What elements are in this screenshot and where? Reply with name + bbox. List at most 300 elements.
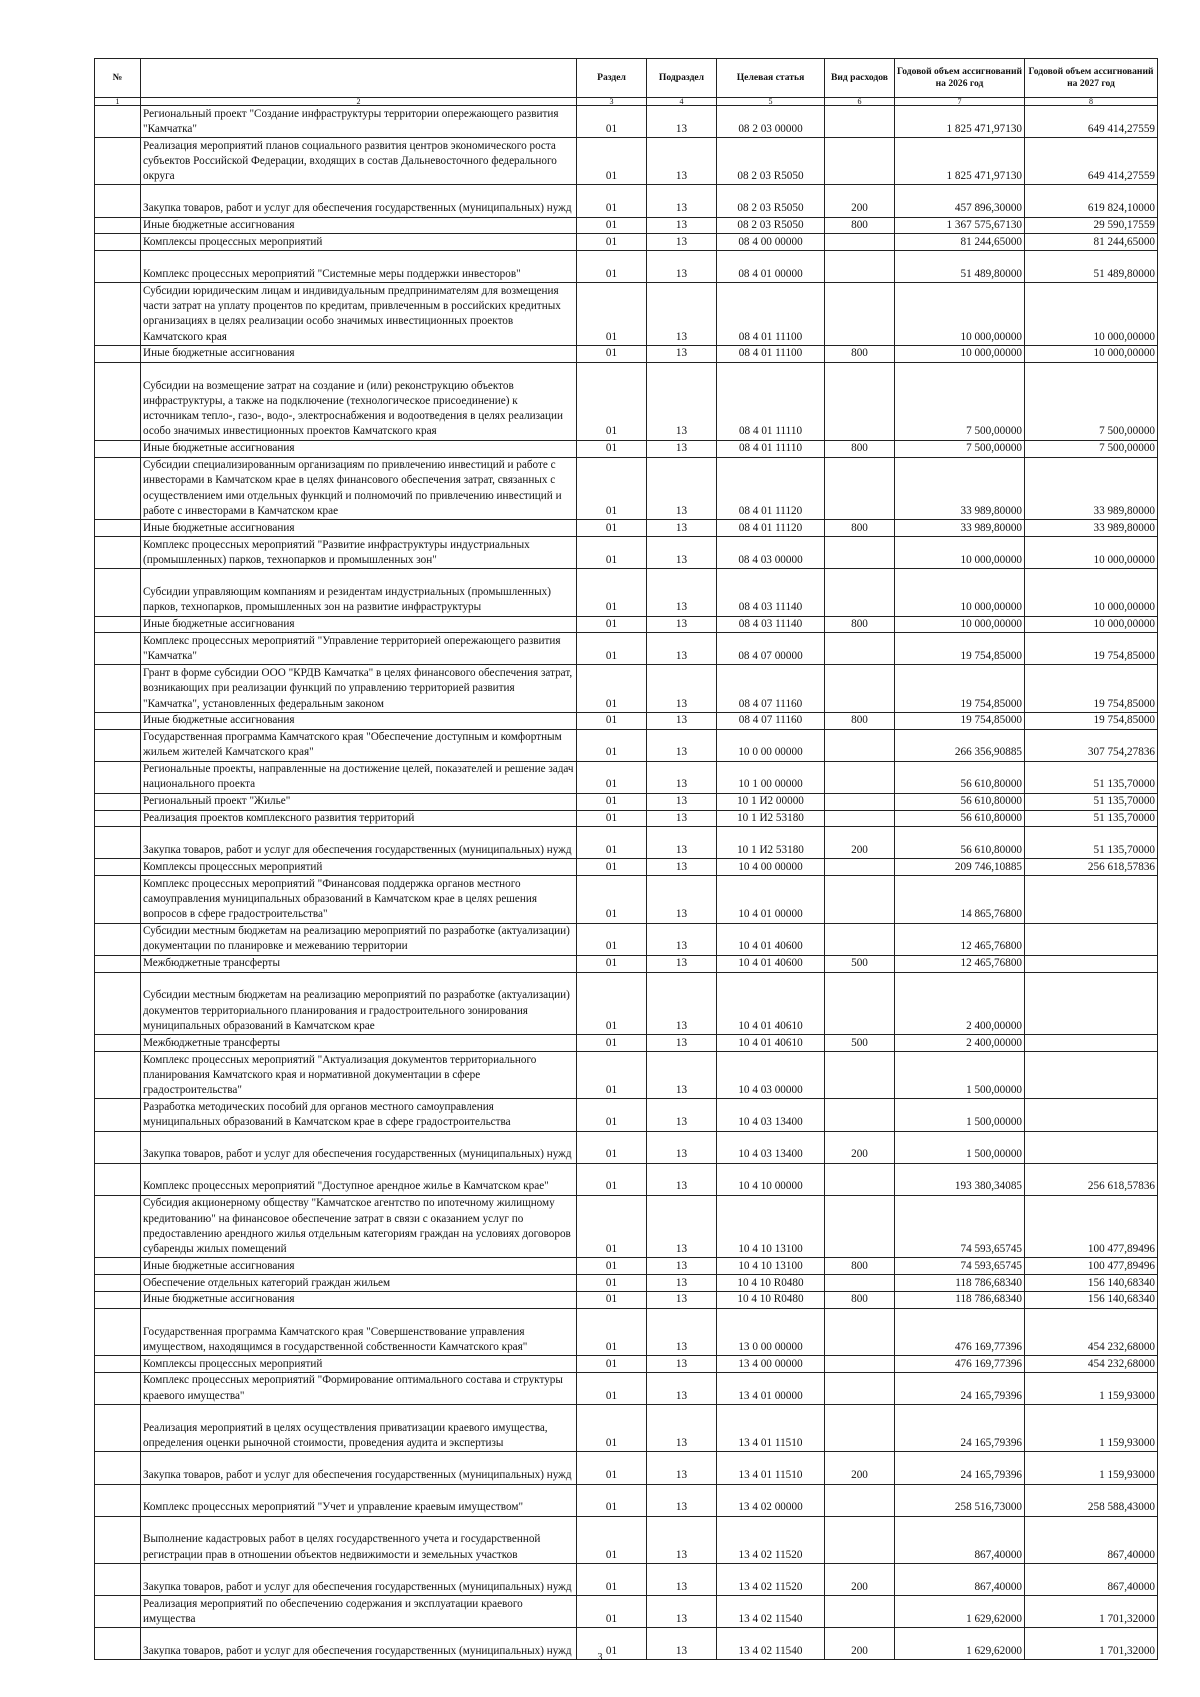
cell-num [95, 1405, 141, 1452]
cell-target: 08 2 03 R5050 [717, 217, 825, 234]
cell-podrazdel: 13 [647, 1131, 717, 1163]
cell-podrazdel: 13 [647, 1356, 717, 1373]
cell-num [95, 1596, 141, 1628]
cell-razdel: 01 [577, 955, 647, 972]
cell-name: Иные бюджетные ассигнования [141, 520, 577, 537]
cell-num [95, 665, 141, 712]
cell-name: Разработка методических пособий для органов местного самоуправления муниципальных образований в Камчатском крае в сфере градостроительства [141, 1099, 577, 1131]
cell-amount-2027: 307 754,27836 [1025, 729, 1158, 761]
cell-amount-2026: 81 244,65000 [895, 234, 1025, 251]
cell-amount-2027: 10 000,00000 [1025, 537, 1158, 569]
cell-name: Закупка товаров, работ и услуг для обеспечения государственных (муниципальных) нужд [141, 827, 577, 859]
cell-name: Комплексы процессных мероприятий [141, 1356, 577, 1373]
cell-podrazdel: 13 [647, 457, 717, 520]
cell-num [95, 810, 141, 827]
table-row [95, 633, 1158, 665]
cell-amount-2026: 476 169,77396 [895, 1356, 1025, 1373]
header-y2026: Годовой объем ассигнований на 2026 год [895, 59, 1025, 98]
cell-amount-2026: 1 500,00000 [895, 1052, 1025, 1099]
cell-num [95, 793, 141, 810]
cell-amount-2026: 19 754,85000 [895, 665, 1025, 712]
cell-name: Комплекс процессных мероприятий "Учет и управление краевым имуществом" [141, 1484, 577, 1516]
cell-vid: 800 [825, 1291, 895, 1308]
cell-num [95, 1035, 141, 1052]
cell-num [95, 616, 141, 633]
cell-target: 08 4 01 11100 [717, 283, 825, 346]
cell-podrazdel: 13 [647, 283, 717, 346]
cell-razdel: 01 [577, 810, 647, 827]
cell-razdel: 01 [577, 1052, 647, 1099]
cell-amount-2026: 56 610,80000 [895, 793, 1025, 810]
cell-razdel: 01 [577, 665, 647, 712]
cell-amount-2027: 156 140,68340 [1025, 1291, 1158, 1308]
cell-amount-2027: 10 000,00000 [1025, 283, 1158, 346]
table-row [95, 859, 1158, 876]
cell-amount-2027: 19 754,85000 [1025, 712, 1158, 729]
cell-target: 13 4 02 11540 [717, 1628, 825, 1660]
cell-name: Иные бюджетные ассигнования [141, 217, 577, 234]
cell-num [95, 1484, 141, 1516]
cell-razdel: 01 [577, 283, 647, 346]
cell-num [95, 972, 141, 1035]
cell-amount-2027: 33 989,80000 [1025, 457, 1158, 520]
cell-podrazdel: 13 [647, 1195, 717, 1258]
cell-num [95, 345, 141, 362]
cell-name: Комплекс процессных мероприятий "Формирование оптимального состава и структуры краевого имущества" [141, 1372, 577, 1404]
cell-target: 10 4 00 00000 [717, 859, 825, 876]
table-row [95, 793, 1158, 810]
cell-target: 10 4 10 13100 [717, 1258, 825, 1275]
cell-name: Иные бюджетные ассигнования [141, 1291, 577, 1308]
cell-amount-2026: 12 465,76800 [895, 955, 1025, 972]
table-row [95, 1372, 1158, 1404]
cell-razdel: 01 [577, 923, 647, 955]
cell-name: Комплекс процессных мероприятий "Доступное арендное жилье в Камчатском крае" [141, 1163, 577, 1195]
cell-podrazdel: 13 [647, 876, 717, 923]
cell-vid: 200 [825, 1628, 895, 1660]
cell-name: Межбюджетные трансферты [141, 1035, 577, 1052]
cell-razdel: 01 [577, 793, 647, 810]
table-row [95, 217, 1158, 234]
cell-vid [825, 138, 895, 185]
table-row [95, 955, 1158, 972]
table-row [95, 520, 1158, 537]
cell-target: 08 4 01 11100 [717, 345, 825, 362]
header-target: Целевая статья [717, 59, 825, 98]
cell-target: 13 0 00 00000 [717, 1308, 825, 1355]
cell-amount-2026: 7 500,00000 [895, 362, 1025, 440]
cell-vid: 800 [825, 1258, 895, 1275]
cell-amount-2027: 100 477,89496 [1025, 1195, 1158, 1258]
cell-name: Государственная программа Камчатского края "Обеспечение доступным и комфортным жильем жителей Камчатского края" [141, 729, 577, 761]
cell-target: 10 4 01 40610 [717, 972, 825, 1035]
cell-amount-2026: 476 169,77396 [895, 1308, 1025, 1355]
cell-razdel: 01 [577, 972, 647, 1035]
cell-name: Комплекс процессных мероприятий "Развитие инфраструктуры индустриальных (промышленных) парков, технопарков и промышленных зон" [141, 537, 577, 569]
cell-amount-2026: 7 500,00000 [895, 440, 1025, 457]
cell-num [95, 1099, 141, 1131]
cell-podrazdel: 13 [647, 761, 717, 793]
cell-name: Субсидии управляющим компаниям и резидентам индустриальных (промышленных) парков, технопарков, промышленных зон на развитие инфраструктуры [141, 569, 577, 616]
header-vid: Вид расходов [825, 59, 895, 98]
cell-name: Закупка товаров, работ и услуг для обеспечения государственных (муниципальных) нужд [141, 1131, 577, 1163]
cell-name: Грант в форме субсидии ООО "КРДВ Камчатка" в целях финансового обеспечения затрат, возникающих при реализации функций по управлению территорией развития "Камчатка", установленных федеральным законом [141, 665, 577, 712]
cell-amount-2026: 12 465,76800 [895, 923, 1025, 955]
cell-name: Субсидии местным бюджетам на реализацию мероприятий по разработке (актуализации) документации по планировке и межеванию территории [141, 923, 577, 955]
cell-name: Иные бюджетные ассигнования [141, 440, 577, 457]
cell-target: 10 4 03 13400 [717, 1131, 825, 1163]
col-number: 6 [825, 98, 895, 106]
cell-target: 08 4 01 11110 [717, 362, 825, 440]
cell-name: Региональный проект "Создание инфраструктуры территории опережающего развития "Камчатка" [141, 106, 577, 138]
header-num: № [95, 59, 141, 98]
cell-num [95, 1195, 141, 1258]
cell-amount-2027: 256 618,57836 [1025, 1163, 1158, 1195]
cell-amount-2027: 256 618,57836 [1025, 859, 1158, 876]
table-row [95, 569, 1158, 616]
cell-amount-2026: 867,40000 [895, 1564, 1025, 1596]
cell-amount-2026: 14 865,76800 [895, 876, 1025, 923]
cell-target: 10 1 И2 00000 [717, 793, 825, 810]
cell-amount-2027: 51 489,80000 [1025, 251, 1158, 283]
cell-num [95, 251, 141, 283]
table-row [95, 106, 1158, 138]
cell-amount-2027: 867,40000 [1025, 1564, 1158, 1596]
cell-razdel: 01 [577, 712, 647, 729]
col-number: 8 [1025, 98, 1158, 106]
cell-amount-2027: 29 590,17559 [1025, 217, 1158, 234]
cell-vid [825, 1099, 895, 1131]
cell-podrazdel: 13 [647, 1452, 717, 1484]
cell-num [95, 234, 141, 251]
budget-table [94, 58, 1158, 1660]
cell-razdel: 01 [577, 569, 647, 616]
table-row [95, 1163, 1158, 1195]
table-row [95, 1291, 1158, 1308]
cell-vid [825, 1275, 895, 1292]
cell-vid: 200 [825, 827, 895, 859]
cell-amount-2027: 19 754,85000 [1025, 665, 1158, 712]
cell-razdel: 01 [577, 234, 647, 251]
cell-amount-2027: 1 701,32000 [1025, 1628, 1158, 1660]
cell-amount-2027: 619 824,10000 [1025, 185, 1158, 217]
cell-vid: 800 [825, 217, 895, 234]
cell-vid [825, 793, 895, 810]
cell-amount-2026: 51 489,80000 [895, 251, 1025, 283]
header-y2027: Годовой объем ассигнований на 2027 год [1025, 59, 1158, 98]
cell-podrazdel: 13 [647, 1628, 717, 1660]
cell-name: Региональный проект "Жилье" [141, 793, 577, 810]
cell-target: 08 4 01 00000 [717, 251, 825, 283]
cell-amount-2027: 454 232,68000 [1025, 1356, 1158, 1373]
cell-amount-2026: 193 380,34085 [895, 1163, 1025, 1195]
cell-podrazdel: 13 [647, 1099, 717, 1131]
cell-vid [825, 1405, 895, 1452]
cell-amount-2026: 1 367 575,67130 [895, 217, 1025, 234]
cell-num [95, 955, 141, 972]
cell-podrazdel: 13 [647, 616, 717, 633]
cell-razdel: 01 [577, 1308, 647, 1355]
cell-num [95, 1564, 141, 1596]
cell-podrazdel: 13 [647, 1275, 717, 1292]
cell-amount-2027: 7 500,00000 [1025, 362, 1158, 440]
cell-vid [825, 1195, 895, 1258]
cell-name: Реализация мероприятий в целях осуществления приватизации краевого имущества, определения оценки рыночной стоимости, проведения аудита и экспертизы [141, 1405, 577, 1452]
cell-name: Иные бюджетные ассигнования [141, 345, 577, 362]
cell-name: Выполнение кадастровых работ в целях государственного учета и государственной регистрации прав в отношении объектов недвижимости и земельных участков [141, 1516, 577, 1563]
cell-razdel: 01 [577, 1258, 647, 1275]
cell-vid [825, 283, 895, 346]
table-row [95, 1356, 1158, 1373]
table-row [95, 761, 1158, 793]
cell-target: 13 4 01 00000 [717, 1372, 825, 1404]
cell-target: 10 1 И2 53180 [717, 810, 825, 827]
cell-razdel: 01 [577, 362, 647, 440]
cell-num [95, 106, 141, 138]
cell-amount-2026: 74 593,65745 [895, 1258, 1025, 1275]
cell-num [95, 1516, 141, 1563]
cell-amount-2027: 81 244,65000 [1025, 234, 1158, 251]
cell-vid [825, 876, 895, 923]
cell-target: 08 2 03 00000 [717, 106, 825, 138]
cell-target: 08 4 07 11160 [717, 665, 825, 712]
cell-amount-2026: 209 746,10885 [895, 859, 1025, 876]
cell-amount-2026: 24 165,79396 [895, 1452, 1025, 1484]
cell-razdel: 01 [577, 1291, 647, 1308]
cell-razdel: 01 [577, 1452, 647, 1484]
cell-amount-2026: 33 989,80000 [895, 520, 1025, 537]
cell-podrazdel: 13 [647, 1516, 717, 1563]
cell-amount-2027: 454 232,68000 [1025, 1308, 1158, 1355]
cell-vid [825, 1308, 895, 1355]
col-number: 1 [95, 98, 141, 106]
table-row [95, 729, 1158, 761]
cell-num [95, 633, 141, 665]
cell-razdel: 01 [577, 138, 647, 185]
table-row [95, 1131, 1158, 1163]
cell-name: Закупка товаров, работ и услуг для обеспечения государственных (муниципальных) нужд [141, 1452, 577, 1484]
cell-vid [825, 810, 895, 827]
cell-name: Государственная программа Камчатского края "Совершенствование управления имуществом, находящимся в государственной собственности Камчатского края" [141, 1308, 577, 1355]
table-row [95, 1052, 1158, 1099]
cell-razdel: 01 [577, 859, 647, 876]
cell-target: 13 4 01 11510 [717, 1405, 825, 1452]
cell-vid [825, 1596, 895, 1628]
cell-razdel: 01 [577, 1628, 647, 1660]
cell-vid: 800 [825, 520, 895, 537]
cell-razdel: 01 [577, 1564, 647, 1596]
cell-podrazdel: 13 [647, 1405, 717, 1452]
cell-name: Субсидия акционерному обществу "Камчатское агентство по ипотечному жилищному кредитованию" на финансовое обеспечение затрат в связи с оказанием услуг по предоставлению арендного жилья отдельным категориям граждан на условиях договоров субаренды жилых помещений [141, 1195, 577, 1258]
cell-amount-2026: 10 000,00000 [895, 537, 1025, 569]
cell-vid: 800 [825, 712, 895, 729]
col-number: 5 [717, 98, 825, 106]
table-row [95, 185, 1158, 217]
cell-name: Субсидии местным бюджетам на реализацию мероприятий по разработке (актуализации) документов территориального планирования и градостроительного зонирования муниципальных образований в Камчатском крае [141, 972, 577, 1035]
cell-amount-2027 [1025, 876, 1158, 923]
cell-name: Субсидии специализированным организациям по привлечению инвестиций и работе с инвесторами в Камчатском крае в целях финансового обеспечения затрат, связанных с осуществлением ими отдельных функций и полномочий по привлечению инвестиций и работе с инвесторами в Камчатском крае [141, 457, 577, 520]
cell-podrazdel: 13 [647, 1564, 717, 1596]
cell-target: 08 2 03 R5050 [717, 138, 825, 185]
cell-name: Реализация мероприятий планов социального развития центров экономического роста субъектов Российской Федерации, входящих в состав Дальневосточного федерального округа [141, 138, 577, 185]
cell-razdel: 01 [577, 827, 647, 859]
cell-num [95, 283, 141, 346]
cell-target: 08 4 03 11140 [717, 569, 825, 616]
table-row [95, 665, 1158, 712]
cell-amount-2026: 33 989,80000 [895, 457, 1025, 520]
table-row [95, 1258, 1158, 1275]
cell-num [95, 827, 141, 859]
cell-num [95, 537, 141, 569]
cell-vid [825, 1516, 895, 1563]
cell-amount-2026: 258 516,73000 [895, 1484, 1025, 1516]
header-row [95, 59, 1158, 98]
cell-target: 13 4 02 11520 [717, 1516, 825, 1563]
header-razdel: Раздел [577, 59, 647, 98]
cell-amount-2027: 10 000,00000 [1025, 345, 1158, 362]
cell-num [95, 859, 141, 876]
cell-podrazdel: 13 [647, 1596, 717, 1628]
cell-podrazdel: 13 [647, 712, 717, 729]
cell-target: 08 4 03 11140 [717, 616, 825, 633]
cell-amount-2027 [1025, 972, 1158, 1035]
cell-target: 10 4 01 40600 [717, 955, 825, 972]
cell-razdel: 01 [577, 729, 647, 761]
cell-amount-2027 [1025, 1035, 1158, 1052]
cell-num [95, 712, 141, 729]
cell-vid [825, 1163, 895, 1195]
cell-name: Закупка товаров, работ и услуг для обеспечения государственных (муниципальных) нужд [141, 1628, 577, 1660]
cell-vid [825, 633, 895, 665]
cell-amount-2027: 10 000,00000 [1025, 616, 1158, 633]
cell-amount-2026: 457 896,30000 [895, 185, 1025, 217]
cell-podrazdel: 13 [647, 1484, 717, 1516]
cell-podrazdel: 13 [647, 251, 717, 283]
cell-podrazdel: 13 [647, 217, 717, 234]
cell-num [95, 520, 141, 537]
cell-amount-2026: 2 400,00000 [895, 972, 1025, 1035]
cell-podrazdel: 13 [647, 827, 717, 859]
cell-vid [825, 569, 895, 616]
cell-podrazdel: 13 [647, 1291, 717, 1308]
cell-target: 13 4 01 11510 [717, 1452, 825, 1484]
col-number: 2 [141, 98, 577, 106]
cell-razdel: 01 [577, 457, 647, 520]
cell-name: Региональные проекты, направленные на достижение целей, показателей и решение задач национального проекта [141, 761, 577, 793]
cell-amount-2027: 1 159,93000 [1025, 1372, 1158, 1404]
cell-target: 10 4 01 00000 [717, 876, 825, 923]
table-row [95, 923, 1158, 955]
cell-name: Обеспечение отдельных категорий граждан жильем [141, 1275, 577, 1292]
cell-name: Реализация проектов комплексного развития территорий [141, 810, 577, 827]
cell-amount-2026: 24 165,79396 [895, 1372, 1025, 1404]
cell-target: 10 1 00 00000 [717, 761, 825, 793]
cell-amount-2027 [1025, 1099, 1158, 1131]
cell-target: 10 4 03 00000 [717, 1052, 825, 1099]
table-row [95, 810, 1158, 827]
cell-razdel: 01 [577, 185, 647, 217]
cell-podrazdel: 13 [647, 923, 717, 955]
cell-name: Иные бюджетные ассигнования [141, 616, 577, 633]
cell-razdel: 01 [577, 345, 647, 362]
cell-amount-2026: 10 000,00000 [895, 569, 1025, 616]
cell-vid: 200 [825, 1131, 895, 1163]
cell-vid [825, 251, 895, 283]
cell-target: 10 4 10 R0480 [717, 1275, 825, 1292]
header-podrazdel: Подраздел [647, 59, 717, 98]
cell-razdel: 01 [577, 1195, 647, 1258]
cell-podrazdel: 13 [647, 106, 717, 138]
table-row [95, 1275, 1158, 1292]
cell-podrazdel: 13 [647, 520, 717, 537]
cell-num [95, 1131, 141, 1163]
cell-amount-2027 [1025, 955, 1158, 972]
cell-target: 10 4 10 R0480 [717, 1291, 825, 1308]
cell-amount-2027: 156 140,68340 [1025, 1275, 1158, 1292]
table-row [95, 1405, 1158, 1452]
cell-target: 08 4 01 11110 [717, 440, 825, 457]
cell-amount-2026: 19 754,85000 [895, 712, 1025, 729]
cell-amount-2027: 19 754,85000 [1025, 633, 1158, 665]
cell-amount-2026: 1 629,62000 [895, 1596, 1025, 1628]
cell-num [95, 217, 141, 234]
cell-target: 08 4 03 00000 [717, 537, 825, 569]
cell-num [95, 923, 141, 955]
cell-num [95, 1163, 141, 1195]
cell-amount-2027: 1 701,32000 [1025, 1596, 1158, 1628]
table-row [95, 283, 1158, 346]
cell-podrazdel: 13 [647, 859, 717, 876]
cell-podrazdel: 13 [647, 345, 717, 362]
cell-amount-2027: 33 989,80000 [1025, 520, 1158, 537]
table-row [95, 440, 1158, 457]
cell-razdel: 01 [577, 1405, 647, 1452]
cell-num [95, 1452, 141, 1484]
cell-target: 10 4 01 40600 [717, 923, 825, 955]
cell-name: Субсидии на возмещение затрат на создание и (или) реконструкцию объектов инфраструктуры, а также на подключение (технологическое присоединение) к источникам тепло-, газо-, водо-, электроснабжения и водоотведения в целях реализации особо значимых инвестиционных проектов Камчатского края [141, 362, 577, 440]
cell-target: 10 4 10 00000 [717, 1163, 825, 1195]
table-row [95, 616, 1158, 633]
cell-amount-2027: 1 159,93000 [1025, 1405, 1158, 1452]
cell-amount-2027: 51 135,70000 [1025, 793, 1158, 810]
cell-razdel: 01 [577, 876, 647, 923]
cell-vid [825, 972, 895, 1035]
cell-amount-2027: 649 414,27559 [1025, 106, 1158, 138]
cell-target: 10 4 01 40610 [717, 1035, 825, 1052]
cell-target: 08 4 01 11120 [717, 520, 825, 537]
cell-vid [825, 761, 895, 793]
table-row [95, 1484, 1158, 1516]
cell-podrazdel: 13 [647, 633, 717, 665]
cell-name: Иные бюджетные ассигнования [141, 1258, 577, 1275]
cell-name: Субсидии юридическим лицам и индивидуальным предпринимателям для возмещения части затрат на уплату процентов по кредитам, привлеченным в российских кредитных организациях в целях реализации особо значимых инвестиционных проектов Камчатского края [141, 283, 577, 346]
cell-amount-2027: 258 588,43000 [1025, 1484, 1158, 1516]
cell-vid: 500 [825, 955, 895, 972]
cell-razdel: 01 [577, 1596, 647, 1628]
cell-num [95, 729, 141, 761]
cell-podrazdel: 13 [647, 1258, 717, 1275]
cell-razdel: 01 [577, 1035, 647, 1052]
col-number: 3 [577, 98, 647, 106]
cell-razdel: 01 [577, 1275, 647, 1292]
cell-target: 13 4 02 11520 [717, 1564, 825, 1596]
cell-podrazdel: 13 [647, 234, 717, 251]
cell-vid [825, 923, 895, 955]
cell-amount-2026: 1 500,00000 [895, 1131, 1025, 1163]
cell-podrazdel: 13 [647, 362, 717, 440]
cell-vid: 200 [825, 185, 895, 217]
cell-razdel: 01 [577, 1372, 647, 1404]
